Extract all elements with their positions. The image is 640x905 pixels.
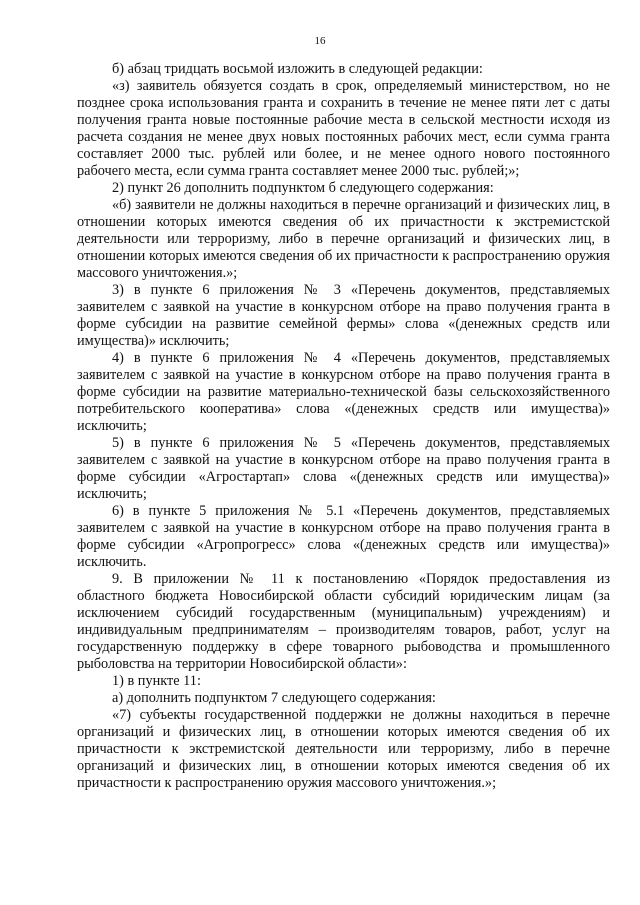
paragraph-section-9: 9. В приложении № 11 к постановлению «Порядок предоставления из областного бюджета Новосибирской области субсидий юридическим лицам (за исключением субсидий государственным (муниципальным) учреждениям) и индивидуальным предпринимателям – производителям товаров, работ, услуг на государственную поддержку в сфере товарного рыбоводства и промышленного рыболовства на территории Новосибирской области»: [77,571,610,672]
paragraph-point-z: «з) заявитель обязуется создать в срок, определяемый министерством, но не позднее срока использования гранта и сохранить в течение не менее пяти лет с даты получения гранта новые постоянные рабочие места в сельской местности исходя из расчета создания не менее двух новых постоянных рабочих мест, если сумма гранта составляет 2000 тыс. рублей или более, и не менее одного нового постоянного рабочего места, если сумма гранта составляет менее 2000 тыс. рублей;»; [77,78,610,179]
document-body [77,61,610,792]
paragraph-item-2: 2) пункт 26 дополнить подпунктом б следующего содержания: [112,180,494,196]
paragraph-item-1: 1) в пункте 11: [112,673,201,689]
paragraph-item-4: 4) в пункте 6 приложения № 4 «Перечень документов, представляемых заявителем с заявкой на участие в конкурсном отборе на право получения гранта в форме субсидии на развитие материально-технической базы сельскохозяйственного потребительского кооператива» слова «(денежных средств или имущества)» исключить; [77,350,610,434]
paragraph-item-5: 5) в пункте 6 приложения № 5 «Перечень документов, представляемых заявителем с заявкой на участие в конкурсном отборе на право получения гранта в форме субсидии «Агростартап» слова «(денежных средств или имущества)» исключить; [77,435,610,502]
paragraph-item-3: 3) в пункте 6 приложения № 3 «Перечень документов, представляемых заявителем с заявкой на участие в конкурсном отборе на право получения гранта в форме субсидии на развитие семейной фермы» слова «(денежных средств или имущества)» исключить; [77,282,610,349]
paragraph-subitem-a: а) дополнить подпунктом 7 следующего содержания: [112,690,436,706]
paragraph-abzac-38: б) абзац тридцать восьмой изложить в следующей редакции: [112,61,483,77]
paragraph-subpoint-6: «б) заявители не должны находиться в перечне организаций и физических лиц, в отношении которых имеются сведения об их причастности к экстремистской деятельности или терроризму, либо в перечне организаций и физических лиц, в отношении которых имеются сведения об их причастности к распространению оружия массового уничтожения.»; [77,197,610,281]
page-number: 16 [314,35,326,47]
paragraph-subpoint-7: «7) субъекты государственной поддержки не должны находиться в перечне организаций и физических лиц, в отношении которых имеются сведения об их причастности к экстремистской деятельности или терроризму, либо в перечне организаций и физических лиц, в отношении которых имеются сведения об их причастности к распространению оружия массового уничтожения.»; [77,707,610,791]
paragraph-item-6: 6) в пункте 5 приложения № 5.1 «Перечень документов, представляемых заявителем с заявкой на участие в конкурсном отборе на право получения гранта в форме субсидии «Агропрогресс» слова «(денежных средств или имущества)» исключить. [77,503,610,570]
